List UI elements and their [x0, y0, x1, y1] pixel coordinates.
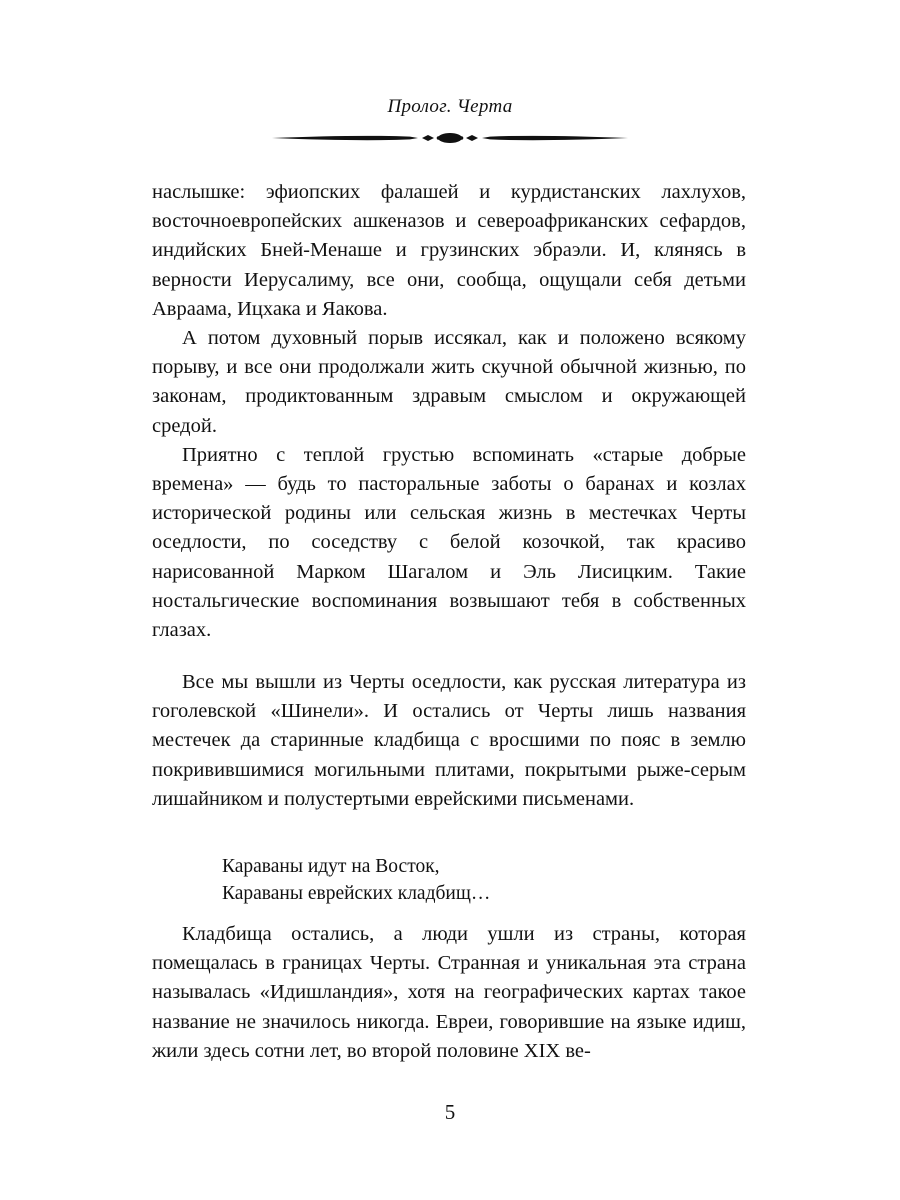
- page-number: 5: [444, 1100, 456, 1124]
- text-block-middle: [152, 668, 746, 814]
- paragraph: Кладбища остались, а люди ушли из страны, которая помещалась в границах Черты. Странная и уникальная эта страна называлась «Идишландия», хотя на географических картах такое название не значилось никогда. Евреи, говорившие на языке идиш, жили здесь сотни лет, во второй половине XIX ве-: [152, 923, 746, 1062]
- paragraph-continuation: наслышке: эфиопских фалашей и курдистанских лахлухов, восточноевропейских ашкеназов и североафриканских сефардов, индийских Бней-Менаше и грузинских эбраэли. И, клянясь в верности Иерусалиму, все они, сообща, ощущали себя детьми Авраама, Ицхака и Яакова.: [152, 181, 746, 320]
- text-block-bottom: [152, 920, 746, 1066]
- paragraph: Все мы вышли из Черты оседлости, как русская литература из гоголевской «Шинели». И остались от Черты лишь названия местечек да старинные кладбища с вросшими по пояс в землю покривившимися могильными плитами, покрытыми рыже-серым лишайником и полустертыми еврейскими письменами.: [152, 671, 746, 810]
- verse-line: Караваны идут на Восток,: [222, 856, 440, 877]
- paragraph: А потом духовный порыв иссякал, как и положено всякому порыву, и все они продолжали жить скучной обычной жизнью, по законам, продиктованным здравым смыслом и окружающей средой.: [152, 327, 746, 437]
- verse-line: Караваны еврейских кладбищ…: [222, 883, 491, 904]
- ornament-divider-icon: [270, 128, 630, 148]
- running-head: Пролог. Черта: [387, 96, 513, 117]
- verse-quote: [222, 853, 490, 907]
- paragraph: Приятно с теплой грустью вспоминать «старые добрые времена» — будь то пасторальные заботы о баранах и козлах исторической родины или сельская жизнь в местечках Черты оседлости, по соседству с белой козочкой, так красиво нарисованной Марком Шагалом и Эль Лисицким. Такие ностальгические воспоминания возвышают тебя в собственных глазах.: [152, 443, 746, 642]
- text-block-top: [152, 178, 746, 645]
